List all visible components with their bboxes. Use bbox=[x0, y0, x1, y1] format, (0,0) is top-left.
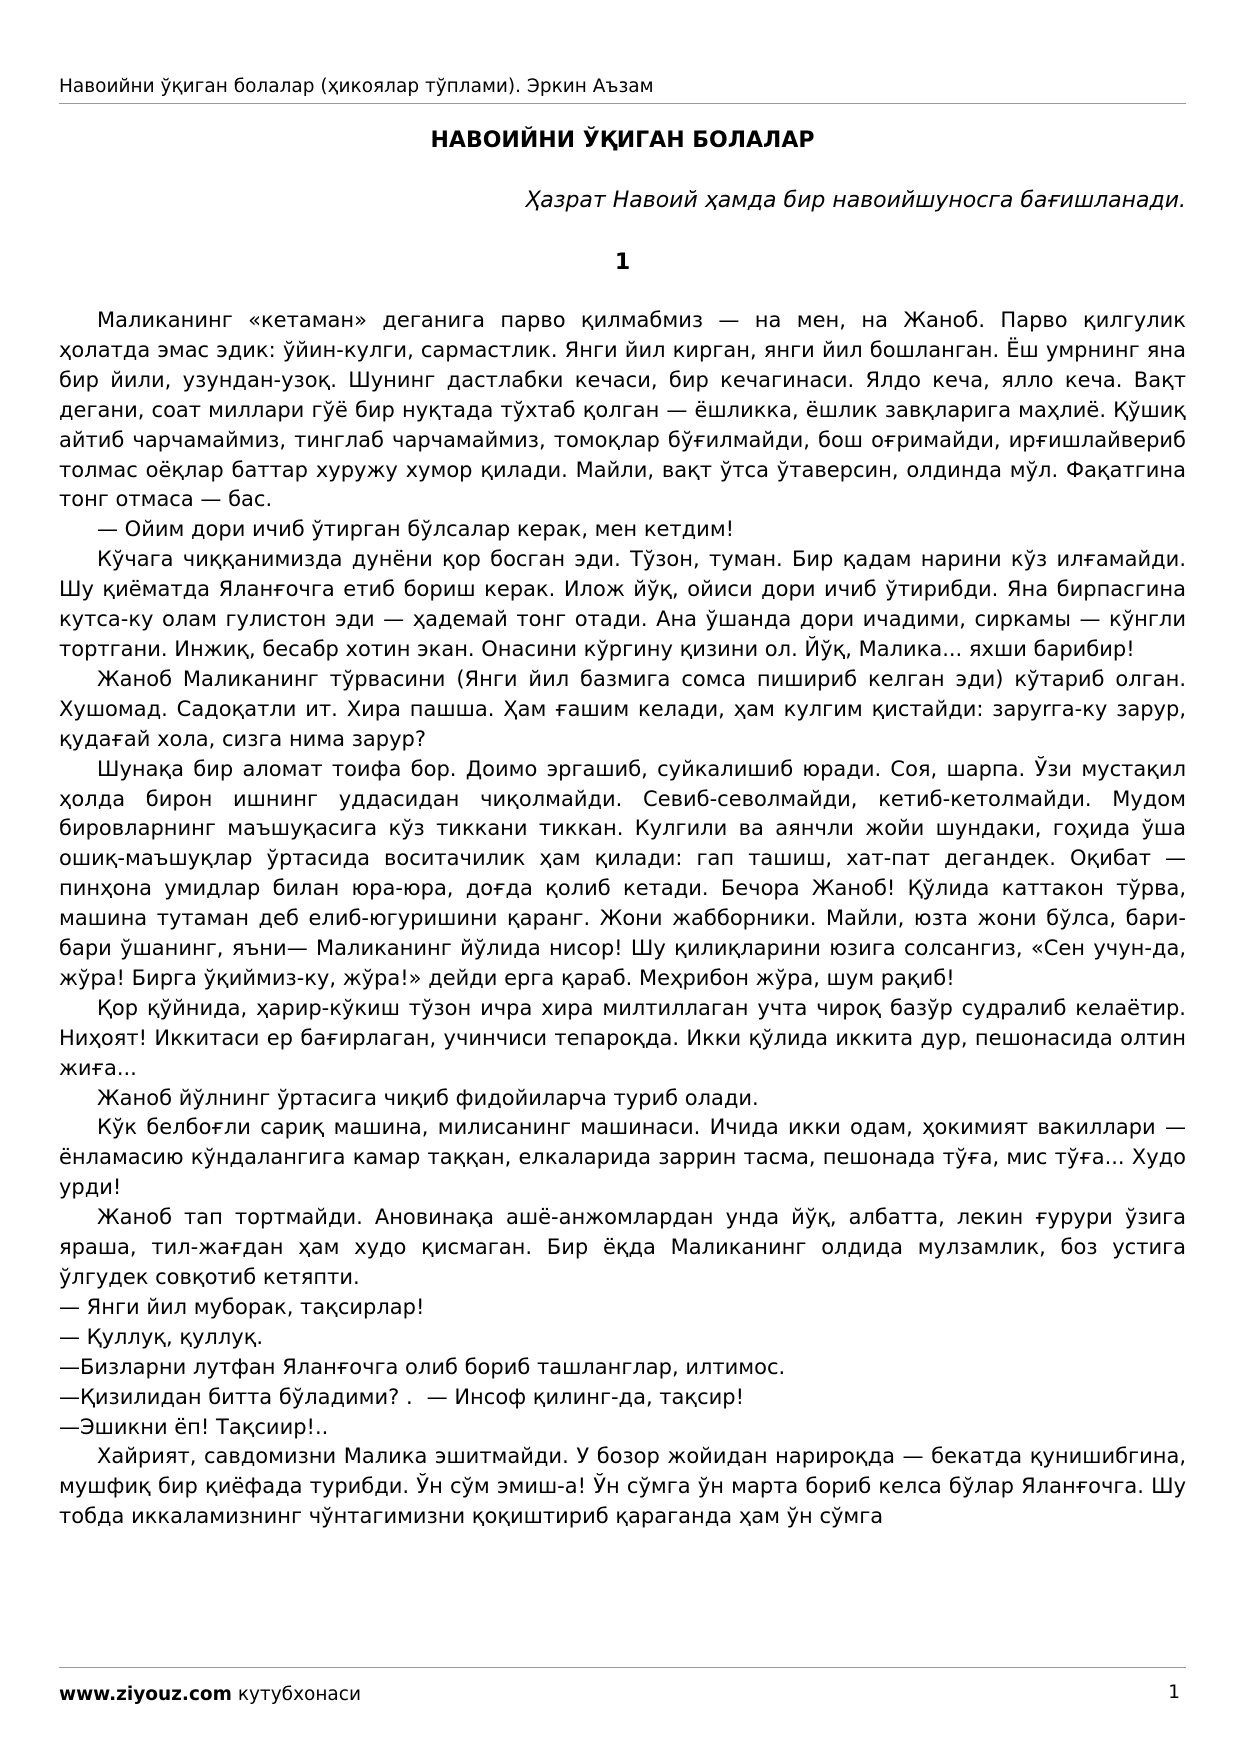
library-label: кутубхонаси bbox=[237, 1684, 361, 1705]
paragraph: Маликанинг «кетаман» деганига парво қилмабмиз — на мен, на Жаноб. Парво қилгулик ҳолатда эмас эдик: ўйин-кулги, сармастлик. Янги йил кирган, янги йил бошланган. Ёш умрнинг яна бир йили, узундан-узоқ. Шунинг дастлабки кечаси, бир кечагинаси. Ялдо кеча, ялло кеча. Вақт дегани, соат миллари гўё бир нуқтада тўхтаб қолган — ёшликка, ёшлик завқларига маҳлиё. Қўшиқ айтиб чарчамаймиз, тинглаб чарчамаймиз, томоқлар бўғилмайди, бош оғримайди, ирғишлайвериб толмас оёқлар баттар хуружу хумор қилади. Майли, вақт ўтса ўтаверсин, олдинда мўл. Фақатгина тонг отмаса — бас. bbox=[59, 308, 1186, 512]
site-link[interactable]: www.ziyouz.com bbox=[59, 1684, 232, 1705]
dialogue-line: — Янги йил муборак, тақсирлар! bbox=[59, 1294, 425, 1319]
dialogue-line: — Қуллуқ, қуллуқ. bbox=[59, 1324, 264, 1349]
dialogue-line: —Қизилидан битта бўладими? . bbox=[59, 1384, 413, 1409]
paragraph: Қор қўйнида, ҳарир-кўкиш тўзон ичра хира милтиллаган учта чироқ базўр судралиб келаётир. Ниҳоят! Иккитаси ер бағирлаган, учинчиси тепароқда. Икки қўлида иккита дур, пешонасида олтин жиға... bbox=[59, 995, 1186, 1080]
dialogue-line: —Бизларни лутфан Яланғочга олиб бориб ташланглар, илтимос. bbox=[59, 1354, 786, 1379]
paragraph: — Ойим дори ичиб ўтирган бўлсалар керак, мен кетдим! bbox=[97, 517, 735, 542]
dialogue-line: — Инсоф қилинг-да, тақсир! bbox=[426, 1384, 745, 1409]
story-title: НАВОИЙНИ ЎҚИГАН БОЛАЛАР bbox=[430, 128, 815, 153]
page-number: 1 bbox=[1168, 1682, 1180, 1703]
paragraph: Кўчага чиққанимизда дунёни қор босган эди. Тўзон, туман. Бир қадам нарини кўз илғамайди. Шу қиёматда Яланғочга етиб бориш керак. Илож йўқ, ойиси дори ичиб ўтирибди. Яна бирпасгина кутса-ку олам гулистон эди — ҳадемай тонг отади. Ана ўшанда дори ичадими, сиркамы — кўнгли тортгани. Инжиқ, бесабр хотин экан. Онасини кўргину қизини ол. Йўқ, Малика... яхши барибир! bbox=[59, 547, 1186, 661]
header-divider bbox=[59, 103, 1186, 104]
paragraph: Кўк белбоғли сариқ машина, милисанинг машинаси. Ичида икки одам, ҳокимият вакиллари — ёнламасию кўндалангига камар таққан, елкаларида заррин тасма, пешонада тўға, мис тўға... Худо урди! bbox=[59, 1115, 1186, 1200]
paragraph: Жаноб Маликанинг тўрвасини (Янги йил базмига сомса пишириб келган эди) кўтариб олган. Хушомад. Садоқатли ит. Хира пашша. Ҳам ғашим келади, ҳам кулгим қистайди: заруrга-ку зарур, қудағай хола, сизга нима зарур? bbox=[59, 666, 1186, 751]
paragraph: Жаноб тап тортмайди. Ановинақа ашё-анжомлардан унда йўқ, албатта, лекин ғурури ўзига яраша, тил-жағдан ҳам худо қисмаган. Бир ёқда Маликанинг олдида мулзамлик, боз устига ўлгудек совқотиб кетяпти. bbox=[59, 1205, 1186, 1289]
dialogue-line: —Эшикни ёп! Тақсиир!.. bbox=[59, 1414, 329, 1439]
paragraph: Жаноб йўлнинг ўртасига чиқиб фидойиларча туриб олади. bbox=[97, 1085, 759, 1110]
dialogue-line-pair bbox=[59, 1383, 1186, 1413]
paragraph: Шунақа бир аломат тоифа бор. Доимо эргашиб, суйкалишиб юради. Соя, шарпа. Ўзи мустақил ҳолда бирон ишнинг уддасидан чиқолмайди. Севиб-севолмайди, кетиб-кетолмайди. Мудом бировларнинг маъшуқасига кўз тиккани тиккан. Кулгили ва аянчли жойи шундаки, гоҳида ўша ошиқ-маъшуқлар ўртасида воситачилик ҳам қилади: гап ташиш, хат-пат дегандек. Оқибат — пинҳона умидлар билан юра-юра, доғда қолиб кетади. Бечора Жаноб! Қўлида каттакон тўрва, машина тутаман деб елиб-югуришини қаранг. Жони жабборники. Майли, юзта жони бўлса, бари-бари ўшанинг, яъни— Маликанинг йўлида нисор! Шу қилиқларини юзига солсангиз, «Сен учун-да, жўра! Бирга ўқиймиз-ку, жўра!» дейди ерга қараб. Меҳрибон жўра, шум рақиб! bbox=[59, 756, 1186, 990]
running-header: Навоийни ўқиган болалар (ҳикоялар тўплами). Эркин Аъзам bbox=[59, 76, 654, 97]
paragraph: Хайрият, савдомизни Малика эшитмайди. У бозор жойидан нарироқда — бекатда қунишибгина, мушфиқ бир қиёфада турибди. Ўн сўм эмиш-а! Ўн сўмга ўн марта бориб келса бўлар Яланғочга. Шу тобда иккаламизнинг чўнтагимизни қоқиштириб қараганда ҳам ўн сўмга bbox=[59, 1444, 1186, 1529]
footer-divider bbox=[59, 1667, 1186, 1668]
footer-credit bbox=[59, 1684, 361, 1706]
chapter-number: 1 bbox=[614, 250, 631, 275]
epigraph: Ҳазрат Навоий ҳамда бир навоийшуносга бағишланади. bbox=[525, 188, 1186, 213]
story-body bbox=[59, 306, 1186, 1532]
